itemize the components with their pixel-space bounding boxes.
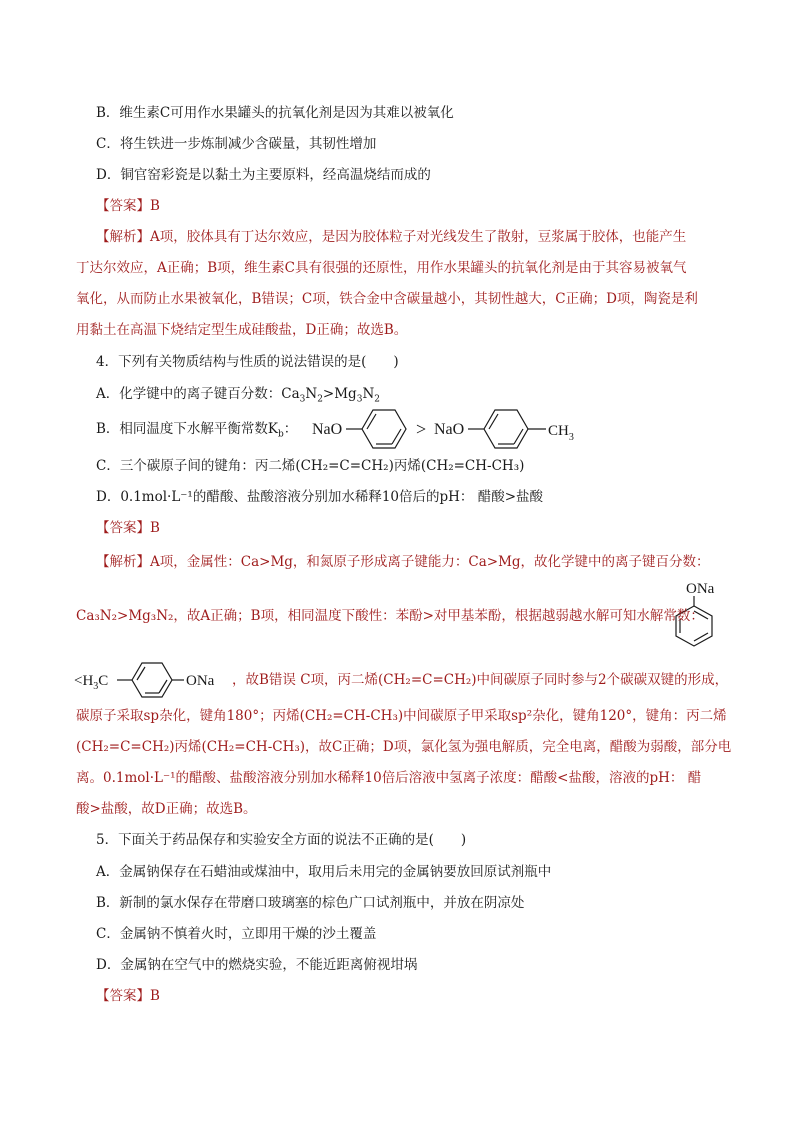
benzene-ring: [484, 410, 528, 448]
q4-analysis-line-3: ，故B错误 C项，丙二烯(CH₂=C=CH₂)中间碳原子同时参与2个碳碳双键的形成，: [232, 672, 729, 688]
answer-tag: 【答案】: [96, 520, 150, 536]
sodium-cresolate-structure: [72, 658, 232, 700]
q4-analysis-line-6: 离。0.1mol·L⁻¹的醋酸、盐酸溶液分别加水稀释10倍后溶液中氢离子浓度：醋酸<盐酸，溶液的pH： 醋: [76, 770, 702, 786]
q4-option-c: C．三个碳原子间的键角：丙二烯(CH₂=C=CH₂)丙烯(CH₂=CH-CH₃): [96, 458, 525, 474]
q3-analysis-line-2: 丁达尔效应，A正确；B项，维生素C具有很强的还原性，用作水果罐头的抗氧化剂是由于其容易被氧气: [76, 260, 687, 276]
h3c-label: $<H_3C$: [74, 673, 109, 692]
q5-option-d: D．金属钠在空气中的燃烧实验，不能近距离俯视坩埚: [96, 957, 418, 973]
q4-analysis-line-4: 碳原子采取sp杂化，键角180°；丙烯(CH₂=CH-CH₃)中间碳原子甲采取sp²杂化，键角120°，键角：丙二烯: [76, 708, 727, 724]
q4-analysis-line-5: (CH₂=C=CH₂)丙烯(CH₂=CH-CH₃)，故C正确；D项，氯化氢为强电解质，完全电离，醋酸为弱酸，部分电: [76, 739, 732, 755]
q5-option-c: C．金属钠不慎着火时，立即用干燥的沙土覆盖: [96, 926, 377, 942]
q4-analysis-line-7: 酸>盐酸，故D正确；故选B。: [76, 801, 257, 817]
q4-option-d: D．0.1mol·L⁻¹的醋酸、盐酸溶液分别加水稀释10倍后的pH： 醋酸>盐酸: [96, 489, 544, 505]
q5-option-a: A．金属钠保存在石蜡油或煤油中，取用后未用完的金属钠要放回原试剂瓶中: [96, 864, 552, 880]
q4-analysis-line-1: 【解析】A项，金属性：Ca>Mg，和氮原子形成离子键能力：Ca>Mg，故化学键中的离子键百分数：: [96, 554, 710, 570]
q5-option-b: B．新制的氯水保存在带磨口玻璃塞的棕色广口试剂瓶中，并放在阴凉处: [96, 895, 525, 911]
q3-analysis-line-1: 【解析】A项，胶体具有丁达尔效应，是因为胶体粒子对光线发生了散射，豆浆属于胶体，也能产生: [96, 229, 687, 245]
q5-stem: 5．下面关于药品保存和实验安全方面的说法不正确的是( ): [96, 832, 467, 848]
benzene-ring: [362, 410, 406, 448]
methyl-label: $CH_3$: [548, 423, 574, 443]
sodium-cresolate-label: NaO: [434, 421, 465, 438]
q5-answer: B: [150, 988, 160, 1004]
q3-analysis-line-3: 氧化，从而防止水果被氧化，B错误；C项，铁合金中含碳量越小，其韧性越大，C正确；D项，陶瓷是利: [76, 291, 698, 307]
analysis-tag: 【解析】: [96, 554, 150, 570]
q4-answer: B: [150, 520, 160, 536]
sodium-phenoxide-label: NaO: [312, 421, 343, 438]
answer-tag: 【答案】: [96, 198, 150, 214]
q3-option-b: B．维生素C可用作水果罐头的抗氧化剂是因为其难以被氧化: [96, 105, 454, 121]
q4-analysis-line-2: Ca₃N₂>Mg₃N₂，故A正确；B项，相同温度下酸性：苯酚>对甲基苯酚，根据越弱越水解可知水解常数：: [76, 608, 704, 624]
analysis-tag: 【解析】: [96, 229, 150, 245]
q3-option-c: C．将生铁进一步炼制减少含碳量，其韧性增加: [96, 136, 377, 152]
q4-option-b: B．相同温度下水解平衡常数$K_b$：: [96, 421, 298, 440]
q5-answer-line: [96, 986, 160, 1006]
q4-answer-line: [96, 518, 160, 538]
greater-than-sign: >: [416, 419, 427, 439]
benzene-ring: [132, 663, 172, 697]
q4-stem: 4．下列有关物质结构与性质的说法错误的是( ): [96, 354, 399, 370]
ona-label: ONa: [686, 581, 715, 597]
q3-analysis-line-4: 用黏土在高温下烧结定型生成硅酸盐，D正确；故选B。: [76, 322, 408, 338]
ona-label: ONa: [186, 673, 215, 689]
q4-option-a: A．化学键中的离子键百分数：$Ca_3N_2>Mg_3N_2$: [96, 386, 380, 405]
q4-option-b-structures: [310, 405, 600, 451]
q3-answer: B: [150, 198, 160, 214]
q3-option-d: D．铜官窑彩瓷是以黏土为主要原料，经高温烧结而成的: [96, 167, 431, 183]
q3-answer-line: [96, 196, 160, 216]
answer-tag: 【答案】: [96, 988, 150, 1004]
